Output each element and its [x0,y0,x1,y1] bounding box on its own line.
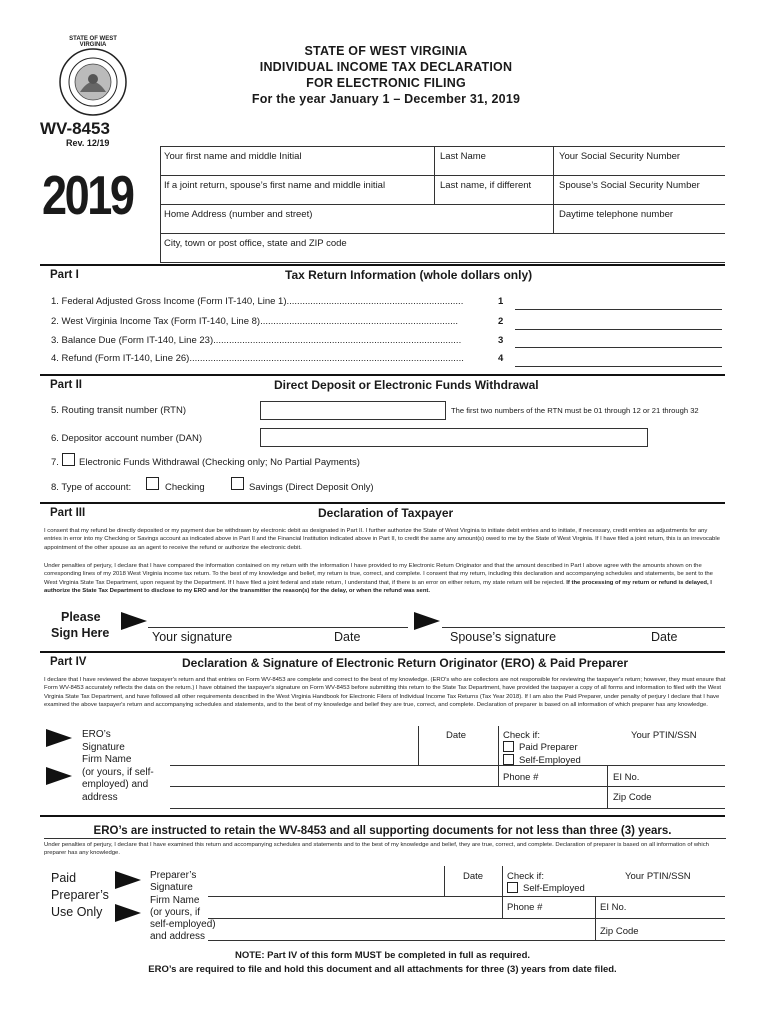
ero-phone-label: Phone # [503,772,539,783]
line1-text: 1. Federal Adjusted Gross Income (Form IT-140, Line 1)................................................................... [51,296,464,307]
part3-title: Declaration of Taxpayer [318,506,454,520]
city-state-zip-field[interactable]: City, town or post office, state and ZIP code [164,238,347,249]
footer-note-1: NOTE: Part IV of this form MUST be completed in full as required. [234,950,531,961]
ero-self-employed-label: Self-Employed [519,755,581,766]
part3-perjury-bold: If the processing of my return or refund is delayed, I authorize the State Tax Department to disclose to my ERO and /or the transmitter the reason(s) for the delay, or when the refund was sent. [44,579,712,594]
efw-num: 7. [51,457,59,468]
preparer-zip-label: Zip Code [600,926,639,937]
preparer-arrow-1-icon [115,871,141,889]
preparer-signature-line[interactable] [208,896,725,897]
ero-zip-label: Zip Code [613,792,652,803]
spouse-sign-arrow-icon [414,612,440,630]
ero-line-4: (or yours, if self- [82,766,154,778]
savings-checkbox[interactable] [231,477,244,490]
part2-label: Part II [50,379,82,391]
title-efile: FOR ELECTRONIC FILING [306,76,466,90]
preparer-label-block [150,870,216,944]
preparer-phone-label: Phone # [507,902,543,913]
paid-preparer-checkbox[interactable] [503,741,514,752]
preparer-line-5: self-employed) [150,919,216,931]
rtn-input[interactable] [260,401,446,420]
preparer-arrow-2-icon [115,904,141,922]
dan-label: 6. Depositor account number (DAN) [51,433,203,444]
spouse-date-label: Date [651,630,678,644]
paid-side-3: Use Only [51,905,103,919]
part2-title: Direct Deposit or Electronic Funds Withdrawal [274,378,539,392]
sign-arrow-icon [121,612,147,630]
line3-num: 3 [498,335,504,346]
line2-num: 2 [498,316,504,327]
preparer-line-2: Signature [150,882,193,894]
line3-text: 3. Balance Due (Form IT-140, Line 23).............................................................................................. [51,335,462,346]
spouse-first-name-field[interactable]: If a joint return, spouse’s first name and middle initial [164,180,386,191]
state-seal [58,47,128,117]
spouse-signature-label: Spouse’s signature [450,630,557,644]
ero-line-3: Firm Name [82,754,132,766]
seal-text: STATE OF WEST VIRGINIA [69,36,117,48]
ero-arrow-2-icon [46,767,72,785]
title-declaration: INDIVIDUAL INCOME TAX DECLARATION [259,60,513,74]
line3-amount[interactable] [515,347,722,348]
form-year: 2019 [42,164,133,226]
ero-self-employed-checkbox[interactable] [503,754,514,765]
first-name-field[interactable]: Your first name and middle Initial [164,151,302,162]
preparer-date-label: Date [463,871,484,882]
ero-ei-label: EI No. [613,772,640,783]
spouse-ssn-field[interactable]: Spouse’s Social Security Number [559,180,700,191]
checking-checkbox[interactable] [146,477,159,490]
preparer-line-6: and address [150,931,206,943]
line2-text: 2. West Virginia Income Tax (Form IT-140, Line 8)........................................................................... [51,316,459,327]
preparer-firm-line[interactable] [208,918,725,919]
savings-label: Savings (Direct Deposit Only) [249,482,374,493]
part1-label: Part I [50,269,79,281]
efw-checkbox[interactable] [62,453,75,466]
preparer-line-1: Preparer’s [150,870,197,881]
part3-label: Part III [50,507,86,519]
line4-text: 4. Refund (Form IT-140, Line 26)........................................................................................................ [51,353,464,364]
rtn-note: The first two numbers of the RTN must be 01 through 12 or 21 through 32 [451,406,699,415]
preparer-ei-label: EI No. [600,902,627,913]
paid-side-2: Preparer’s [51,888,109,902]
ero-line-5: employed) and [82,779,149,791]
retain-notice [40,815,725,839]
ero-signature-line[interactable] [170,765,725,766]
spouse-signature-line[interactable] [442,627,725,628]
footer-note-2: ERO’s are required to file and hold this document and all attachments for three (3) years from date filed. [148,964,617,975]
title-year-range: For the year January 1 – December 31, 2019 [251,92,521,106]
form-rev: Rev. 12/19 [66,138,110,148]
line4-amount[interactable] [515,366,722,367]
preparer-check-if-label: Check if: [507,871,544,882]
dan-input[interactable] [260,428,648,447]
part1-title: Tax Return Information (whole dollars only) [285,268,533,282]
line2-amount[interactable] [515,329,722,330]
your-signature-line[interactable] [148,627,408,628]
daytime-phone-field[interactable]: Daytime telephone number [559,209,674,220]
ero-line-1: ERO’s [82,729,111,740]
line1-num: 1 [498,296,504,307]
your-signature-label: Your signature [152,630,233,644]
preparer-perjury-text: Under penalties of perjury, I declare that I have examined this return and accompanying schedules and statements and to the best of my knowledge and belief, they are true, correct, and complete. Declaration of preparer is based on all information of which preparer has any knowledge. [44,838,726,858]
efw-label: Electronic Funds Withdrawal (Checking only; No Partial Payments) [79,457,360,468]
your-date-label: Date [334,630,361,644]
ero-check-if-label: Check if: [503,730,540,741]
form-id: WV-8453 [40,119,110,138]
retain-notice-text: ERO’s are instructed to retain the WV-8453 and all supporting documents for not less than three (3) years. [93,825,672,837]
paid-preparer-side [51,870,109,921]
rtn-label: 5. Routing transit number (RTN) [51,405,186,416]
part4-declaration-text: I declare that I have reviewed the above taxpayer's return and that entries on Form WV-8453 are complete and correct to the best of my knowledge. (ERO's who are collectors are not responsible for reviewing the taxpayer's return; however, they must ensure that Form WV-8453 accurately reflects the data on the return.) I have obtained the taxpayer's signature on Form WV-8453 before submitting this return to the State Tax Department, have provided the taxpayer a copy of all forms and information to filed with the West Virginia State Tax Department, and have followed all other requirements described in the West Virginia Handbook for Electronic Filers of Individual Income Tax Returns (Tax Year 2018). If I am also the Paid Preparer, under penalty of perjury I declare that I have examined the above taxpayer's return and accompanying schedules and statements, and to the best of my knowledge and belief they are true, correct, and complete. Declaration of preparer is based on all information of which preparer has any knowledge. [44,677,726,708]
account-type-label: 8. Type of account: [51,482,132,493]
sign-here-text: Sign Here [51,626,110,640]
title-state: STATE OF WEST VIRGINIA [304,44,468,58]
part3-perjury-main: Under penalties of perjury, I declare that I have compared the information contained on my return with the information I have provided to my Electronic Return Originator and that the amount described in Part I above agree with the amounts shown on the corresponding lines of my 2018 West Virginia income tax return. To the best of my knowledge and belief, my return is true, correct, and complete. I consent that my return, including this declaration and accompanying schedules and statements, be sent to the West Virginia State Tax Department, upon request by the Department. If I have filed a joint federal and state return, I understand that, if there is an error on either return, my state return will be rejected. [44,563,713,586]
ero-ptin-label: Your PTIN/SSN [631,730,697,741]
preparer-ptin-label: Your PTIN/SSN [625,871,691,882]
checking-label: Checking [165,482,205,493]
ero-firm-line[interactable] [170,786,725,787]
ero-line-6: address [82,791,118,803]
spouse-last-name-field[interactable]: Last name, if different [440,180,532,191]
ssn-field[interactable]: Your Social Security Number [559,151,681,162]
ero-label-block [82,729,154,805]
preparer-line-3: Firm Name [150,894,200,906]
preparer-line-4: (or yours, if [150,906,201,918]
part4-label: Part IV [50,656,87,668]
home-address-field[interactable]: Home Address (number and street) [164,209,313,220]
ero-line-2: Signature [82,741,125,753]
paid-preparer-label: Paid Preparer [519,742,578,753]
last-name-field[interactable]: Last Name [440,151,486,162]
ero-date-label: Date [446,730,467,741]
ero-arrow-1-icon [46,729,72,747]
please-text: Please [61,610,101,624]
preparer-self-employed-label: Self-Employed [523,883,585,894]
line4-num: 4 [498,353,504,364]
ero-address-line[interactable] [170,808,725,809]
preparer-self-employed-checkbox[interactable] [507,882,518,893]
seal-icon [58,47,128,117]
line1-amount[interactable] [515,309,722,310]
preparer-address-line[interactable] [208,940,725,941]
part3-perjury-text [44,562,726,595]
paid-side-1: Paid [51,871,77,885]
part3-consent-text: I consent that my refund be directly deposited or my payment due be withdrawn by electronic debit as designated in Part II. I further authorize the State of West Virginia to initiate debit entries and to initiate, if necessary, credit entries as adjustments for any entries in error into my Checking or Savings account as indicated above in Part II and the Financial Institution indicated above in Part II, to credit the same any amount(s) owed to me by the State of West Virginia. If I have filed a joint return, this is an irrevocable appointment of the other spouse as an agent to receive the refund or authorize the electronic debit. [44,528,720,551]
part4-title: Declaration & Signature of Electronic Return Originator (ERO) & Paid Preparer [182,656,629,670]
